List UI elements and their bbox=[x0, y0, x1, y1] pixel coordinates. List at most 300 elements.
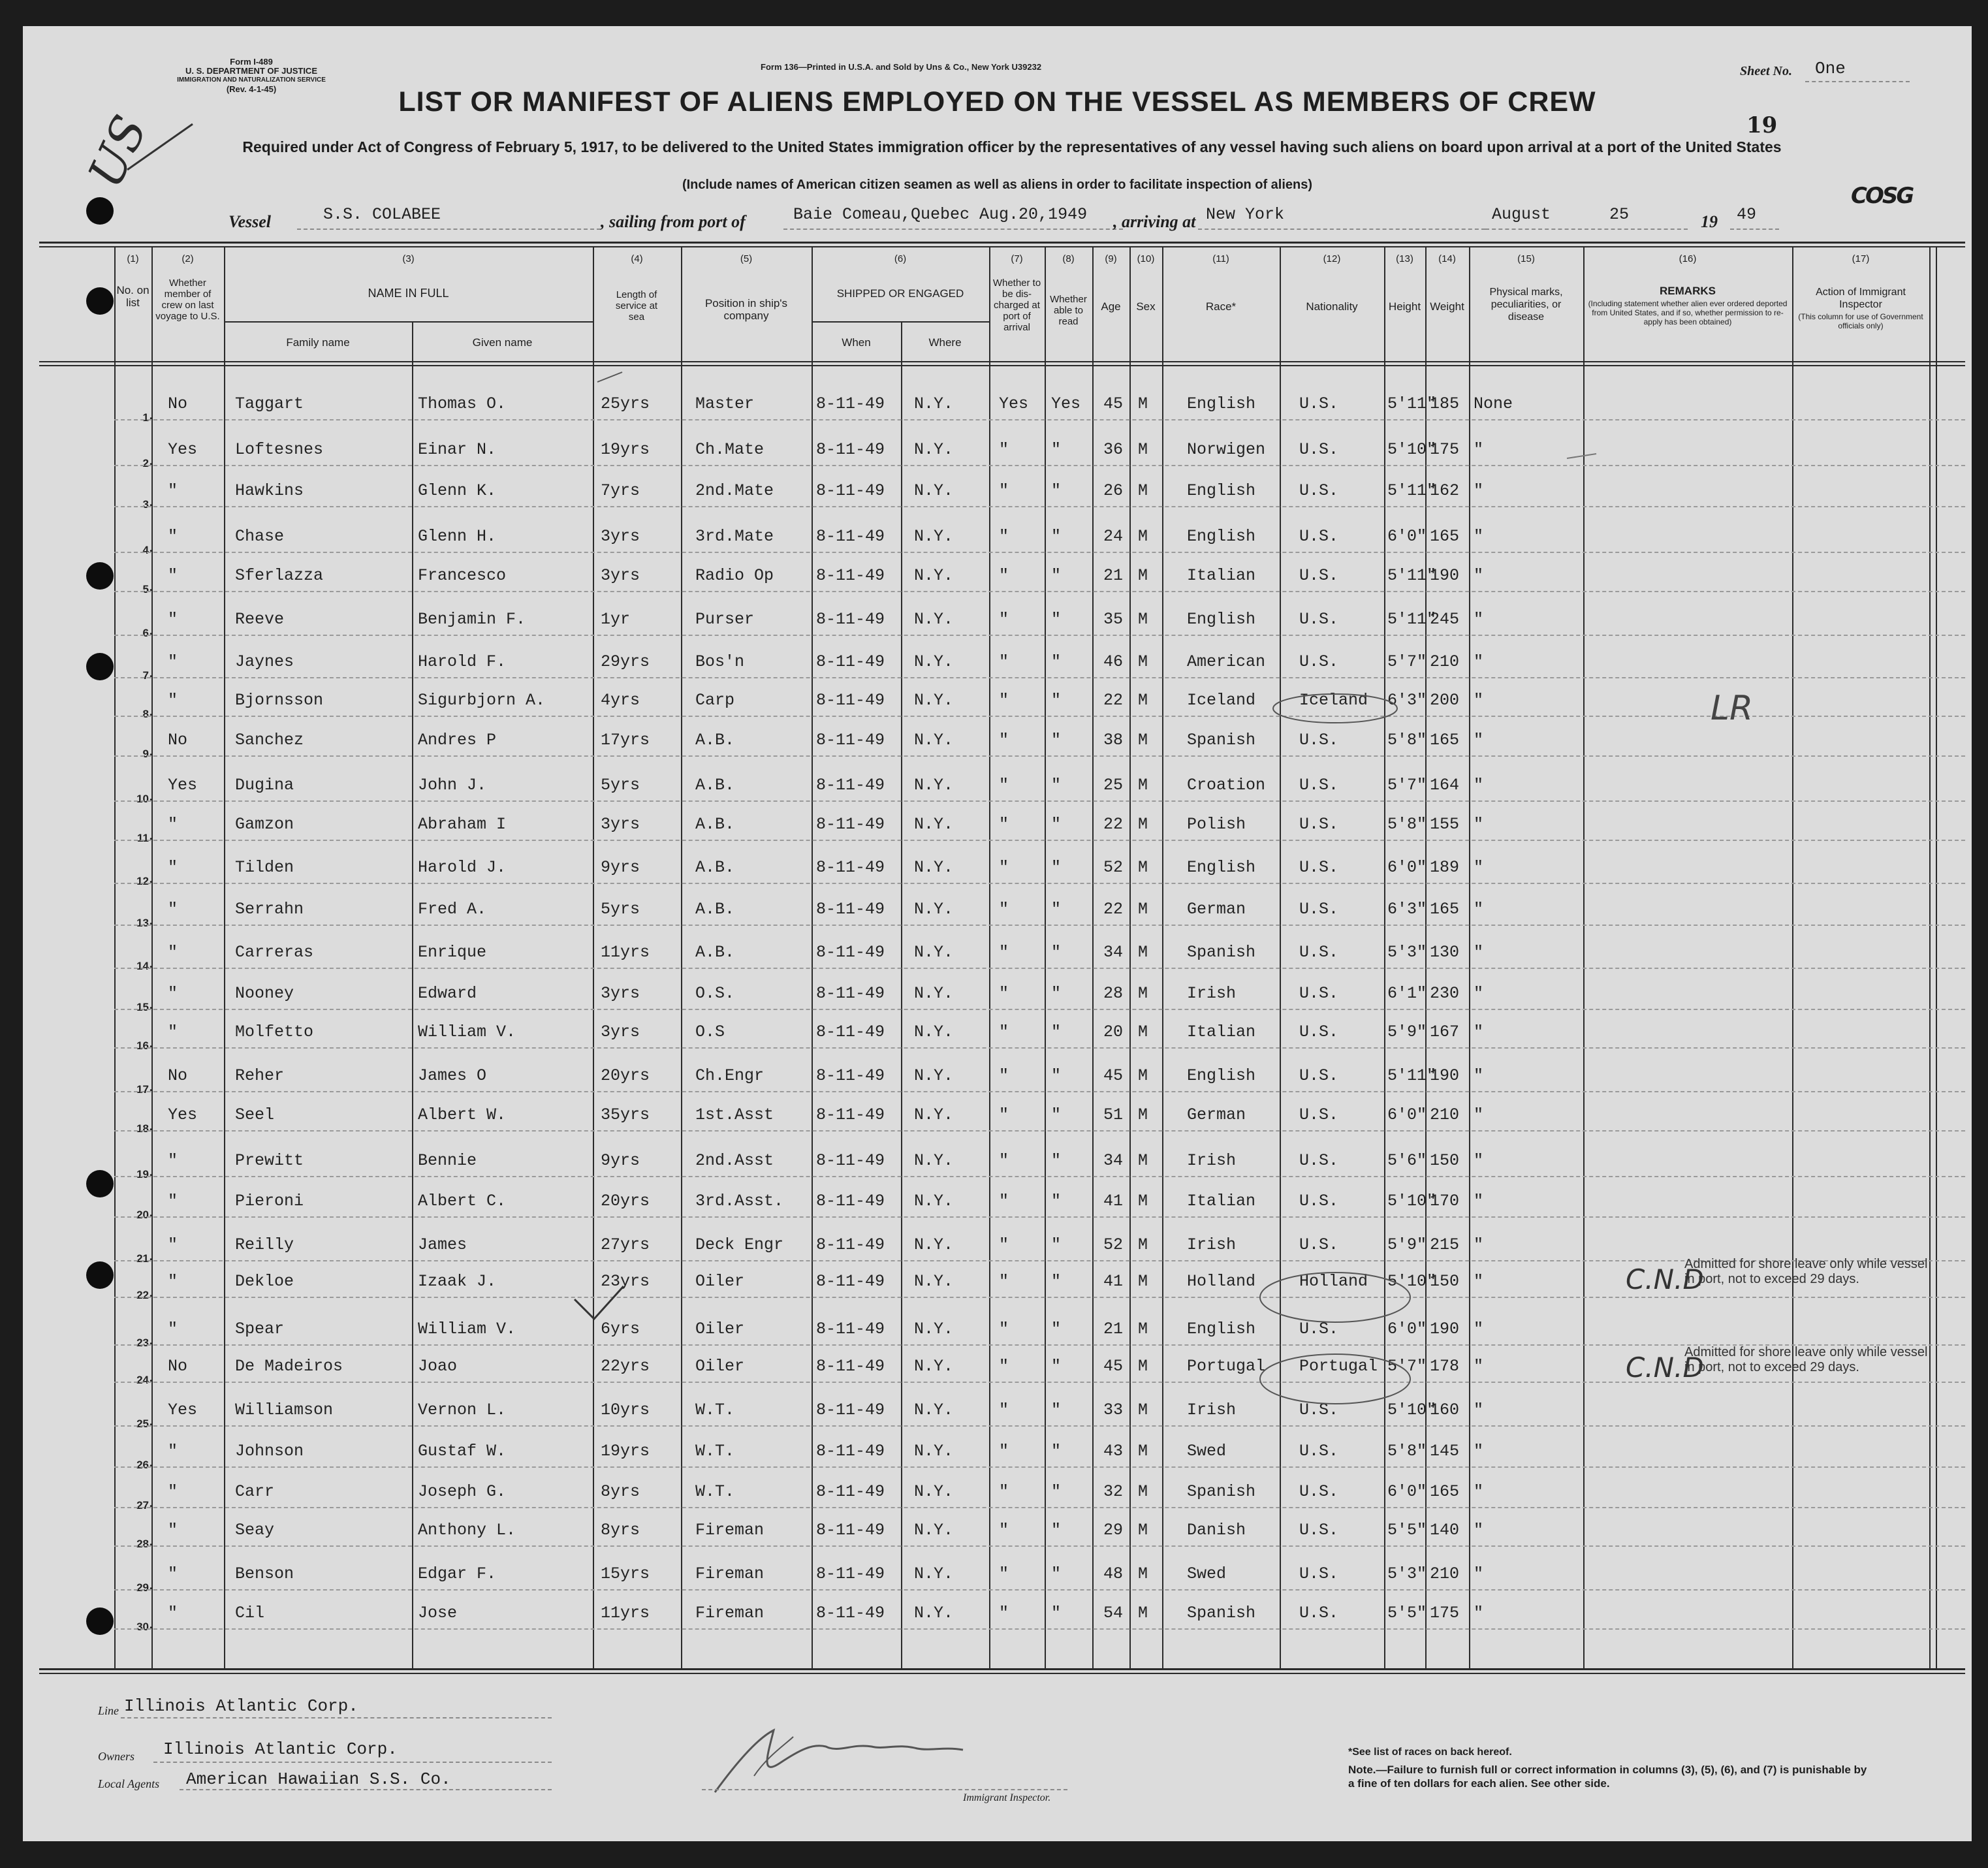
row-number: 29 bbox=[136, 1581, 149, 1594]
last-voyage-cell: " bbox=[168, 481, 178, 500]
table-row bbox=[23, 1589, 1972, 1633]
nationality-cell: U.S. bbox=[1299, 1401, 1339, 1419]
service-length-cell: 10yrs bbox=[601, 1401, 650, 1419]
row-number: 30 bbox=[136, 1621, 149, 1633]
able-to-read-cell: " bbox=[1051, 1272, 1062, 1291]
row-number: 27 bbox=[136, 1499, 149, 1512]
physical-marks-cell: " bbox=[1474, 1272, 1484, 1291]
shipped-when-cell: 8-11-49 bbox=[816, 984, 885, 1003]
given-name-cell: Vernon L. bbox=[418, 1401, 507, 1419]
race-cell: English bbox=[1187, 858, 1256, 877]
height-cell: 5'5" bbox=[1387, 1521, 1427, 1540]
position-cell: Ch.Mate bbox=[695, 440, 765, 459]
shipped-where-cell: N.Y. bbox=[914, 776, 954, 795]
last-voyage-cell: No bbox=[168, 1066, 188, 1085]
header-weight: Weight bbox=[1430, 300, 1464, 313]
header-action: Action of Immigrant Inspector bbox=[1816, 287, 1906, 310]
shipped-when-cell: 8-11-49 bbox=[816, 610, 885, 629]
race-cell: Italian bbox=[1187, 1192, 1256, 1211]
shipped-when-cell: 8-11-49 bbox=[816, 731, 885, 750]
revision-date: (Rev. 4-1-45) bbox=[226, 84, 277, 94]
service-length-cell: 20yrs bbox=[601, 1066, 650, 1085]
position-cell: W.T. bbox=[695, 1401, 735, 1419]
sex-cell: M bbox=[1138, 1604, 1148, 1623]
arrival-day: 25 bbox=[1609, 205, 1630, 224]
header-position: Position in ship's company bbox=[704, 297, 788, 322]
physical-marks-cell: " bbox=[1474, 1521, 1484, 1540]
discharged-cell: " bbox=[999, 1272, 1009, 1291]
sex-cell: M bbox=[1138, 1235, 1148, 1254]
given-name-cell: Abraham I bbox=[418, 815, 507, 834]
able-to-read-cell: " bbox=[1051, 527, 1062, 546]
discharged-cell: " bbox=[999, 943, 1009, 962]
service-length-cell: 3yrs bbox=[601, 815, 640, 834]
height-cell: 5'11" bbox=[1387, 394, 1437, 413]
weight-cell: 200 bbox=[1430, 691, 1460, 710]
physical-marks-cell: " bbox=[1474, 943, 1484, 962]
able-to-read-cell: " bbox=[1051, 984, 1062, 1003]
agents-value: American Hawaiian S.S. Co. bbox=[186, 1769, 451, 1789]
physical-marks-cell: " bbox=[1474, 776, 1484, 795]
row-number: 1 bbox=[142, 411, 149, 424]
able-to-read-cell: " bbox=[1051, 1564, 1062, 1583]
sex-cell: M bbox=[1138, 1357, 1148, 1376]
age-cell: 32 bbox=[1103, 1482, 1124, 1501]
table-row bbox=[23, 552, 1972, 595]
penalty-note: Note.—Failure to furnish full or correct information in columns (3), (5), (6), and (7) is punishable by a fine of ten dollars for each alien. See other side. bbox=[1348, 1764, 1867, 1790]
last-voyage-cell: " bbox=[168, 1521, 178, 1540]
department-name: U. S. DEPARTMENT OF JUSTICE bbox=[185, 66, 317, 76]
race-cell: Polish bbox=[1187, 815, 1246, 834]
row-number-dot: . bbox=[150, 1120, 153, 1133]
service-length-cell: 15yrs bbox=[601, 1564, 650, 1583]
last-voyage-cell: " bbox=[168, 527, 178, 546]
row-number: 15 bbox=[136, 1001, 149, 1013]
weight-cell: 178 bbox=[1430, 1357, 1460, 1376]
height-cell: 5'11" bbox=[1387, 610, 1437, 629]
given-name-cell: John J. bbox=[418, 776, 487, 795]
position-cell: A.B. bbox=[695, 815, 735, 834]
nationality-cell: U.S. bbox=[1299, 1066, 1339, 1085]
nationality-cell: U.S. bbox=[1299, 1320, 1339, 1338]
age-cell: 38 bbox=[1103, 731, 1124, 750]
nationality-cell: U.S. bbox=[1299, 1235, 1339, 1254]
physical-marks-cell: " bbox=[1474, 1564, 1484, 1583]
given-name-cell: Thomas O. bbox=[418, 394, 507, 413]
shipped-when-cell: 8-11-49 bbox=[816, 1401, 885, 1419]
able-to-read-cell: " bbox=[1051, 943, 1062, 962]
sex-cell: M bbox=[1138, 1272, 1148, 1291]
position-cell: 3rd.Mate bbox=[695, 527, 774, 546]
shore-leave-stamp: Admitted for shore leave only while vessel in port, not to exceed 29 days. bbox=[1684, 1345, 1928, 1374]
shipped-when-cell: 8-11-49 bbox=[816, 900, 885, 919]
family-name-cell: Chase bbox=[235, 527, 285, 546]
year-suffix: 49 bbox=[1737, 205, 1757, 224]
age-cell: 45 bbox=[1103, 1357, 1124, 1376]
header-height: Height bbox=[1388, 300, 1421, 313]
form-number: Form I-489 bbox=[230, 57, 273, 67]
position-cell: O.S bbox=[695, 1022, 725, 1041]
nationality-cell: U.S. bbox=[1299, 943, 1339, 962]
weight-cell: 245 bbox=[1430, 610, 1460, 629]
sex-cell: M bbox=[1138, 394, 1148, 413]
family-name-cell: Molfetto bbox=[235, 1022, 314, 1041]
height-cell: 6'0" bbox=[1387, 527, 1427, 546]
physical-marks-cell: " bbox=[1474, 858, 1484, 877]
col-num: (3) bbox=[402, 253, 415, 264]
position-cell: Fireman bbox=[695, 1604, 765, 1623]
to-port: New York bbox=[1206, 205, 1285, 224]
able-to-read-cell: " bbox=[1051, 1022, 1062, 1041]
row-number: 8 bbox=[142, 708, 149, 720]
height-cell: 5'11" bbox=[1387, 1066, 1437, 1085]
last-voyage-cell: " bbox=[168, 1442, 178, 1461]
age-cell: 41 bbox=[1103, 1192, 1124, 1211]
physical-marks-cell: " bbox=[1474, 731, 1484, 750]
height-cell: 6'0" bbox=[1387, 1105, 1427, 1124]
shipped-when-cell: 8-11-49 bbox=[816, 440, 885, 459]
shipped-where-cell: N.Y. bbox=[914, 652, 954, 671]
row-number: 24 bbox=[136, 1374, 149, 1386]
col-num: (6) bbox=[894, 253, 907, 264]
age-cell: 22 bbox=[1103, 815, 1124, 834]
table-row bbox=[23, 1177, 1972, 1221]
sex-cell: M bbox=[1138, 815, 1148, 834]
row-number: 12 bbox=[136, 875, 149, 887]
shipped-when-cell: 8-11-49 bbox=[816, 1066, 885, 1085]
discharged-cell: " bbox=[999, 481, 1009, 500]
nationality-cell: U.S. bbox=[1299, 984, 1339, 1003]
line-value: Illinois Atlantic Corp. bbox=[124, 1696, 358, 1716]
printer-line: Form 136—Printed in U.S.A. and Sold by Uns & Co., New York U39232 bbox=[761, 62, 1042, 72]
shipped-where-cell: N.Y. bbox=[914, 1521, 954, 1540]
height-cell: 5'11" bbox=[1387, 566, 1437, 585]
last-voyage-cell: " bbox=[168, 858, 178, 877]
given-name-cell: Benjamin F. bbox=[418, 610, 526, 629]
position-cell: 3rd.Asst. bbox=[695, 1192, 784, 1211]
age-cell: 36 bbox=[1103, 440, 1124, 459]
last-voyage-cell: " bbox=[168, 1320, 178, 1338]
vessel-label: Vessel bbox=[229, 212, 271, 231]
row-number: 28 bbox=[136, 1538, 149, 1550]
service-length-cell: 35yrs bbox=[601, 1105, 650, 1124]
weight-cell: 165 bbox=[1430, 1482, 1460, 1501]
table-row bbox=[23, 638, 1972, 682]
discharged-cell: " bbox=[999, 731, 1009, 750]
table-row bbox=[23, 467, 1972, 511]
age-cell: 22 bbox=[1103, 900, 1124, 919]
able-to-read-cell: " bbox=[1051, 440, 1062, 459]
given-name-cell: Edward bbox=[418, 984, 477, 1003]
race-cell: Irish bbox=[1187, 1401, 1237, 1419]
shipped-when-cell: 8-11-49 bbox=[816, 1022, 885, 1041]
shipped-when-cell: 8-11-49 bbox=[816, 776, 885, 795]
table-row bbox=[23, 513, 1972, 556]
last-voyage-cell: " bbox=[168, 566, 178, 585]
col-num: (4) bbox=[631, 253, 643, 264]
header-last-voyage: Whether member of crew on last voyage to U.S. bbox=[155, 277, 220, 322]
table-row bbox=[23, 676, 1972, 720]
row-number-dot: . bbox=[150, 1579, 153, 1592]
given-name-cell: Einar N. bbox=[418, 440, 497, 459]
table-row bbox=[23, 885, 1972, 929]
given-name-cell: Harold J. bbox=[418, 858, 507, 877]
row-number-dot: . bbox=[150, 791, 153, 803]
position-cell: 1st.Asst bbox=[695, 1105, 774, 1124]
row-number: 10 bbox=[136, 793, 149, 805]
height-cell: 5'8" bbox=[1387, 815, 1427, 834]
position-cell: O.S. bbox=[695, 984, 735, 1003]
race-cell: English bbox=[1187, 1320, 1256, 1338]
row-divider bbox=[114, 883, 1965, 884]
able-to-read-cell: " bbox=[1051, 481, 1062, 500]
sex-cell: M bbox=[1138, 1151, 1148, 1170]
sex-cell: M bbox=[1138, 1066, 1148, 1085]
service-length-cell: 3yrs bbox=[601, 984, 640, 1003]
position-cell: W.T. bbox=[695, 1482, 735, 1501]
given-name-cell: Glenn K. bbox=[418, 481, 497, 500]
position-cell: Radio Op bbox=[695, 566, 774, 585]
height-cell: 5'7" bbox=[1387, 1357, 1427, 1376]
handwritten-cnd: C.N.D bbox=[1626, 1263, 1704, 1295]
col-num: (15) bbox=[1517, 253, 1535, 264]
able-to-read-cell: " bbox=[1051, 1357, 1062, 1376]
position-cell: Oiler bbox=[695, 1357, 745, 1376]
race-cell: Danish bbox=[1187, 1521, 1246, 1540]
service-length-cell: 1yr bbox=[601, 610, 631, 629]
age-cell: 29 bbox=[1103, 1521, 1124, 1540]
race-cell: Swed bbox=[1187, 1564, 1227, 1583]
row-number-dot: . bbox=[150, 625, 153, 637]
able-to-read-cell: " bbox=[1051, 731, 1062, 750]
nationality-cell: U.S. bbox=[1299, 481, 1339, 500]
row-number: 19 bbox=[136, 1168, 149, 1180]
col-num: (13) bbox=[1396, 253, 1413, 264]
sex-cell: M bbox=[1138, 731, 1148, 750]
shipped-when-cell: 8-11-49 bbox=[816, 943, 885, 962]
row-divider bbox=[114, 755, 1965, 757]
height-cell: 5'10" bbox=[1387, 1192, 1437, 1211]
page-title: LIST OR MANIFEST OF ALIENS EMPLOYED ON THE VESSEL AS MEMBERS OF CREW bbox=[398, 86, 1596, 118]
shipped-when-cell: 8-11-49 bbox=[816, 394, 885, 413]
discharged-cell: " bbox=[999, 984, 1009, 1003]
discharged-cell: " bbox=[999, 1521, 1009, 1540]
given-name-cell: Joao bbox=[418, 1357, 458, 1376]
discharged-cell: " bbox=[999, 858, 1009, 877]
nationality-cell: U.S. bbox=[1299, 1022, 1339, 1041]
row-number-dot: . bbox=[150, 581, 153, 594]
row-number-dot: . bbox=[150, 1536, 153, 1548]
shipped-when-cell: 8-11-49 bbox=[816, 1604, 885, 1623]
last-voyage-cell: " bbox=[168, 1564, 178, 1583]
given-name-cell: Edgar F. bbox=[418, 1564, 497, 1583]
row-number-dot: . bbox=[150, 1166, 153, 1179]
family-name-cell: Reilly bbox=[235, 1235, 294, 1254]
nationality-cell: Portugal bbox=[1299, 1357, 1378, 1376]
height-cell: 6'0" bbox=[1387, 858, 1427, 877]
nationality-cell: U.S. bbox=[1299, 527, 1339, 546]
shipped-where-cell: N.Y. bbox=[914, 481, 954, 500]
weight-cell: 140 bbox=[1430, 1521, 1460, 1540]
weight-cell: 190 bbox=[1430, 1066, 1460, 1085]
sheet-no-value: One bbox=[1815, 59, 1846, 78]
family-name-cell: Benson bbox=[235, 1564, 294, 1583]
discharged-cell: " bbox=[999, 1482, 1009, 1501]
family-name-cell: Williamson bbox=[235, 1401, 334, 1419]
weight-cell: 150 bbox=[1430, 1272, 1460, 1291]
sex-cell: M bbox=[1138, 1564, 1148, 1583]
race-cell: Spanish bbox=[1187, 1604, 1256, 1623]
sex-cell: M bbox=[1138, 440, 1148, 459]
shipped-where-cell: N.Y. bbox=[914, 1066, 954, 1085]
shipped-when-cell: 8-11-49 bbox=[816, 1357, 885, 1376]
family-name-cell: Johnson bbox=[235, 1442, 304, 1461]
family-name-cell: Seel bbox=[235, 1105, 275, 1124]
shipped-when-cell: 8-11-49 bbox=[816, 566, 885, 585]
shipped-where-cell: N.Y. bbox=[914, 1235, 954, 1254]
physical-marks-cell: " bbox=[1474, 527, 1484, 546]
col-num: (1) bbox=[127, 253, 139, 264]
header-given-name: Given name bbox=[472, 336, 533, 349]
weight-cell: 165 bbox=[1430, 527, 1460, 546]
header-age: Age bbox=[1101, 300, 1121, 313]
age-cell: 43 bbox=[1103, 1442, 1124, 1461]
physical-marks-cell: " bbox=[1474, 1482, 1484, 1501]
physical-marks-cell: " bbox=[1474, 1066, 1484, 1085]
discharged-cell: " bbox=[999, 1357, 1009, 1376]
family-name-cell: Dugina bbox=[235, 776, 294, 795]
age-cell: 21 bbox=[1103, 1320, 1124, 1338]
shipped-where-cell: N.Y. bbox=[914, 943, 954, 962]
shipped-where-cell: N.Y. bbox=[914, 1401, 954, 1419]
shipped-where-cell: N.Y. bbox=[914, 731, 954, 750]
physical-marks-cell: " bbox=[1474, 984, 1484, 1003]
last-voyage-cell: " bbox=[168, 984, 178, 1003]
from-port: Baie Comeau,Quebec Aug.20,1949 bbox=[793, 205, 1088, 224]
header-discharged: Whether to be dis-charged at port of arrival bbox=[992, 277, 1041, 333]
race-cell: Irish bbox=[1187, 984, 1237, 1003]
header-no-on-list: No. on list bbox=[116, 284, 150, 309]
agents-label: Local Agents bbox=[98, 1777, 160, 1790]
given-name-cell: Sigurbjorn A. bbox=[418, 691, 546, 710]
punch-hole bbox=[86, 287, 114, 315]
last-voyage-cell: " bbox=[168, 1482, 178, 1501]
row-number-dot: . bbox=[150, 706, 153, 718]
service-length-cell: 20yrs bbox=[601, 1192, 650, 1211]
age-cell: 35 bbox=[1103, 610, 1124, 629]
row-number-dot: . bbox=[150, 455, 153, 467]
discharged-cell: " bbox=[999, 1151, 1009, 1170]
arriving-label: , arriving at bbox=[1113, 212, 1196, 231]
family-name-cell: Taggart bbox=[235, 394, 304, 413]
sex-cell: M bbox=[1138, 1022, 1148, 1041]
height-cell: 6'3" bbox=[1387, 691, 1427, 710]
service-length-cell: 25yrs bbox=[601, 394, 650, 413]
row-divider bbox=[114, 1628, 1965, 1630]
row-number: 18 bbox=[136, 1122, 149, 1135]
row-number-dot: . bbox=[150, 915, 153, 927]
service-length-cell: 23yrs bbox=[601, 1272, 650, 1291]
weight-cell: 175 bbox=[1430, 1604, 1460, 1623]
nationality-cell: U.S. bbox=[1299, 1105, 1339, 1124]
row-number: 21 bbox=[136, 1252, 149, 1265]
row-divider bbox=[114, 465, 1965, 466]
weight-cell: 130 bbox=[1430, 943, 1460, 962]
row-number-dot: . bbox=[150, 1081, 153, 1094]
discharged-cell: " bbox=[999, 1604, 1009, 1623]
row-number: 14 bbox=[136, 960, 149, 972]
physical-marks-cell: None bbox=[1474, 394, 1513, 413]
given-name-cell: Harold F. bbox=[418, 652, 507, 671]
able-to-read-cell: " bbox=[1051, 691, 1062, 710]
sex-cell: M bbox=[1138, 652, 1148, 671]
sex-cell: M bbox=[1138, 858, 1148, 877]
race-cell: Irish bbox=[1187, 1235, 1237, 1254]
row-number: 7 bbox=[142, 669, 149, 682]
age-cell: 52 bbox=[1103, 1235, 1124, 1254]
position-cell: Fireman bbox=[695, 1521, 765, 1540]
weight-cell: 155 bbox=[1430, 815, 1460, 834]
nationality-cell: U.S. bbox=[1299, 1482, 1339, 1501]
row-divider bbox=[114, 1130, 1965, 1132]
family-name-cell: Prewitt bbox=[235, 1151, 304, 1170]
position-cell: Master bbox=[695, 394, 755, 413]
table-row bbox=[23, 1468, 1972, 1512]
nationality-cell: U.S. bbox=[1299, 815, 1339, 834]
nationality-cell: Iceland bbox=[1299, 691, 1368, 710]
subtitle: Required under Act of Congress of February 5, 1917, to be delivered to the United States immigration officer by the representatives of any vessel having such aliens on board upon arrival at a port of the United States bbox=[242, 138, 1782, 155]
family-name-cell: Loftesnes bbox=[235, 440, 324, 459]
last-voyage-cell: Yes bbox=[168, 1105, 198, 1124]
discharged-cell: " bbox=[999, 691, 1009, 710]
shipped-when-cell: 8-11-49 bbox=[816, 527, 885, 546]
sex-cell: M bbox=[1138, 1105, 1148, 1124]
family-name-cell: Seay bbox=[235, 1521, 275, 1540]
position-cell: Bos'n bbox=[695, 652, 745, 671]
table-row bbox=[23, 1221, 1972, 1265]
nationality-cell: Holland bbox=[1299, 1272, 1368, 1291]
weight-cell: 165 bbox=[1430, 731, 1460, 750]
line-label: Line bbox=[98, 1704, 119, 1717]
sex-cell: M bbox=[1138, 1482, 1148, 1501]
weight-cell: 190 bbox=[1430, 566, 1460, 585]
sex-cell: M bbox=[1138, 566, 1148, 585]
weight-cell: 160 bbox=[1430, 1401, 1460, 1419]
last-voyage-cell: Yes bbox=[168, 1401, 198, 1419]
physical-marks-cell: " bbox=[1474, 815, 1484, 834]
height-cell: 5'3" bbox=[1387, 943, 1427, 962]
header-remarks: REMARKS bbox=[1660, 285, 1716, 297]
age-cell: 21 bbox=[1103, 566, 1124, 585]
given-name-cell: Izaak J. bbox=[418, 1272, 497, 1291]
able-to-read-cell: " bbox=[1051, 776, 1062, 795]
shipped-where-cell: N.Y. bbox=[914, 900, 954, 919]
race-cell: English bbox=[1187, 610, 1256, 629]
table-row bbox=[23, 380, 1972, 424]
row-number: 26 bbox=[136, 1459, 149, 1471]
last-voyage-cell: No bbox=[168, 731, 188, 750]
service-length-cell: 3yrs bbox=[601, 566, 640, 585]
service-length-cell: 27yrs bbox=[601, 1235, 650, 1254]
last-voyage-cell: " bbox=[168, 652, 178, 671]
row-divider bbox=[114, 635, 1965, 636]
given-name-cell: Albert C. bbox=[418, 1192, 507, 1211]
able-to-read-cell: " bbox=[1051, 652, 1062, 671]
service-length-cell: 11yrs bbox=[601, 1604, 650, 1623]
family-name-cell: Dekloe bbox=[235, 1272, 294, 1291]
physical-marks-cell: " bbox=[1474, 1401, 1484, 1419]
shipped-when-cell: 8-11-49 bbox=[816, 858, 885, 877]
